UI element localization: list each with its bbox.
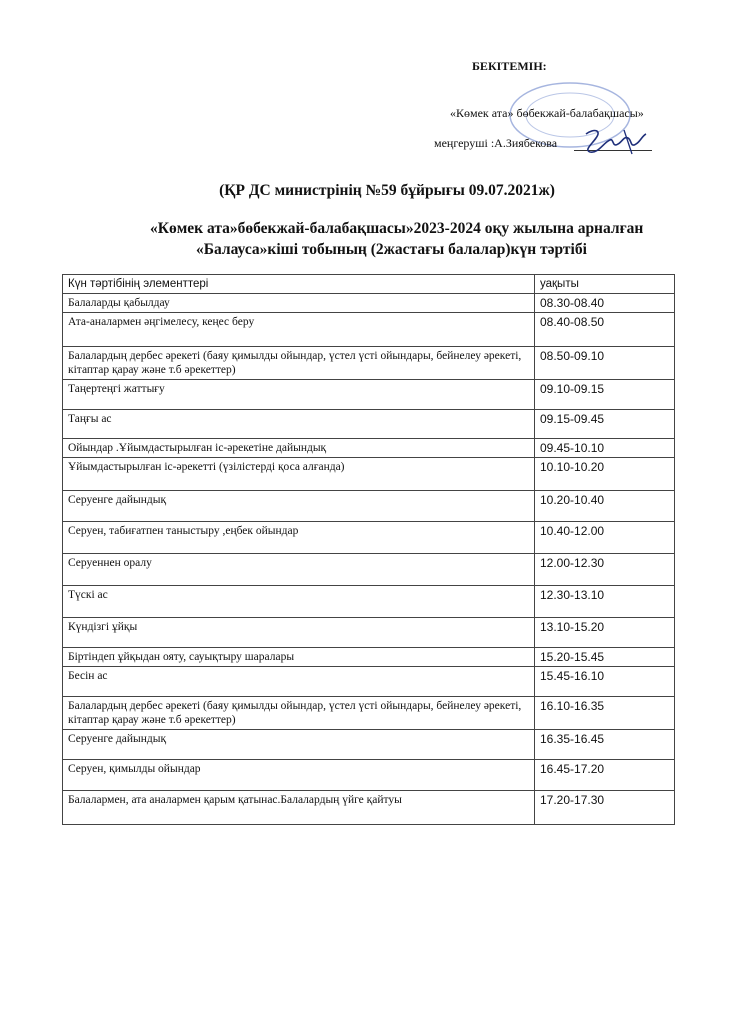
time-cell: 08.50-09.10 [535, 347, 675, 380]
table-row [63, 313, 675, 347]
table-row [63, 522, 675, 554]
approval-title: БЕКІТЕМІН: [472, 59, 547, 73]
time-cell: 09.15-09.45 [535, 410, 675, 439]
approval-head: меңгеруші :А.Зиябекова [434, 136, 558, 150]
approval-organization: «Көмек ата» бөбекжай-балабақшасы» [450, 106, 644, 120]
time-cell: 09.10-09.15 [535, 380, 675, 410]
table-row [63, 458, 675, 491]
schedule-table [62, 274, 675, 825]
table-row [63, 760, 675, 791]
table-row [63, 618, 675, 648]
time-cell: 15.45-16.10 [535, 667, 675, 697]
document-title-line2: «Балауса»кіші тобының (2жастағы балалар)күн тәртібі [196, 241, 587, 258]
activity-cell: Балалардың дербес әрекеті (баяу қимылды ойындар, үстел үсті ойындары, бейнелеу әрекеті, кітаптар қарау және т.б әрекеттер) [63, 347, 535, 380]
activity-cell: Түскі ас [63, 586, 535, 618]
time-cell: 16.35-16.45 [535, 730, 675, 760]
table-row [63, 439, 675, 458]
time-cell: 12.30-13.10 [535, 586, 675, 618]
time-cell: 16.10-16.35 [535, 697, 675, 730]
activity-cell: Серуенге дайындық [63, 491, 535, 522]
time-cell: 10.40-12.00 [535, 522, 675, 554]
activity-cell: Ата-аналармен әңгімелесу, кеңес беру [63, 313, 535, 347]
activity-cell: Балаларды қабылдау [63, 294, 535, 313]
time-cell: 08.30-08.40 [535, 294, 675, 313]
activity-cell: Балалардың дербес әрекеті (баяу қимылды ойындар, үстел үсті ойындары, бейнелеу әрекеті, кітаптар қарау және т.б әрекеттер) [63, 697, 535, 730]
table-row [63, 791, 675, 825]
table-row [63, 730, 675, 760]
activity-cell: Серуенге дайындық [63, 730, 535, 760]
header-activity: Күн тәртібінің элементтері [63, 275, 535, 294]
table-row [63, 554, 675, 586]
activity-cell: Бесін ас [63, 667, 535, 697]
activity-cell: Ұйымдастырылған іс-әрекетті (үзілістерді қоса алғанда) [63, 458, 535, 491]
table-row [63, 586, 675, 618]
activity-cell: Ойындар .Ұйымдастырылған іс-әрекетіне дайындық [63, 439, 535, 458]
order-reference: (ҚР ДС министрінің №59 бұйрығы 09.07.2021ж) [219, 182, 555, 199]
time-cell: 10.20-10.40 [535, 491, 675, 522]
activity-cell: Таңертеңгі жаттығу [63, 380, 535, 410]
activity-cell: Серуен, қимылды ойындар [63, 760, 535, 791]
time-cell: 13.10-15.20 [535, 618, 675, 648]
table-row [63, 667, 675, 697]
time-cell: 10.10-10.20 [535, 458, 675, 491]
activity-cell: Серуеннен оралу [63, 554, 535, 586]
activity-cell: Таңғы ас [63, 410, 535, 439]
signature-icon [580, 124, 650, 158]
document-title-line1: «Көмек ата»бөбекжай-балабақшасы»2023-2024 оқу жылына арналған [150, 220, 644, 237]
activity-cell: Күндізгі ұйқы [63, 618, 535, 648]
table-row [63, 697, 675, 730]
activity-cell: Серуен, табиғатпен таныстыру ,еңбек ойындар [63, 522, 535, 554]
time-cell: 12.00-12.30 [535, 554, 675, 586]
activity-cell: Біртіндеп ұйқыдан ояту, сауықтыру шаралары [63, 648, 535, 667]
table-row [63, 380, 675, 410]
activity-cell: Балалармен, ата аналармен қарым қатынас.Балалардың үйге қайтуы [63, 791, 535, 825]
table-row [63, 294, 675, 313]
table-row [63, 347, 675, 380]
header-time: уақыты [535, 275, 675, 294]
table-header-row [63, 275, 675, 294]
table-row [63, 491, 675, 522]
time-cell: 09.45-10.10 [535, 439, 675, 458]
time-cell: 16.45-17.20 [535, 760, 675, 791]
time-cell: 15.20-15.45 [535, 648, 675, 667]
table-row [63, 410, 675, 439]
time-cell: 08.40-08.50 [535, 313, 675, 347]
table-row [63, 648, 675, 667]
time-cell: 17.20-17.30 [535, 791, 675, 825]
